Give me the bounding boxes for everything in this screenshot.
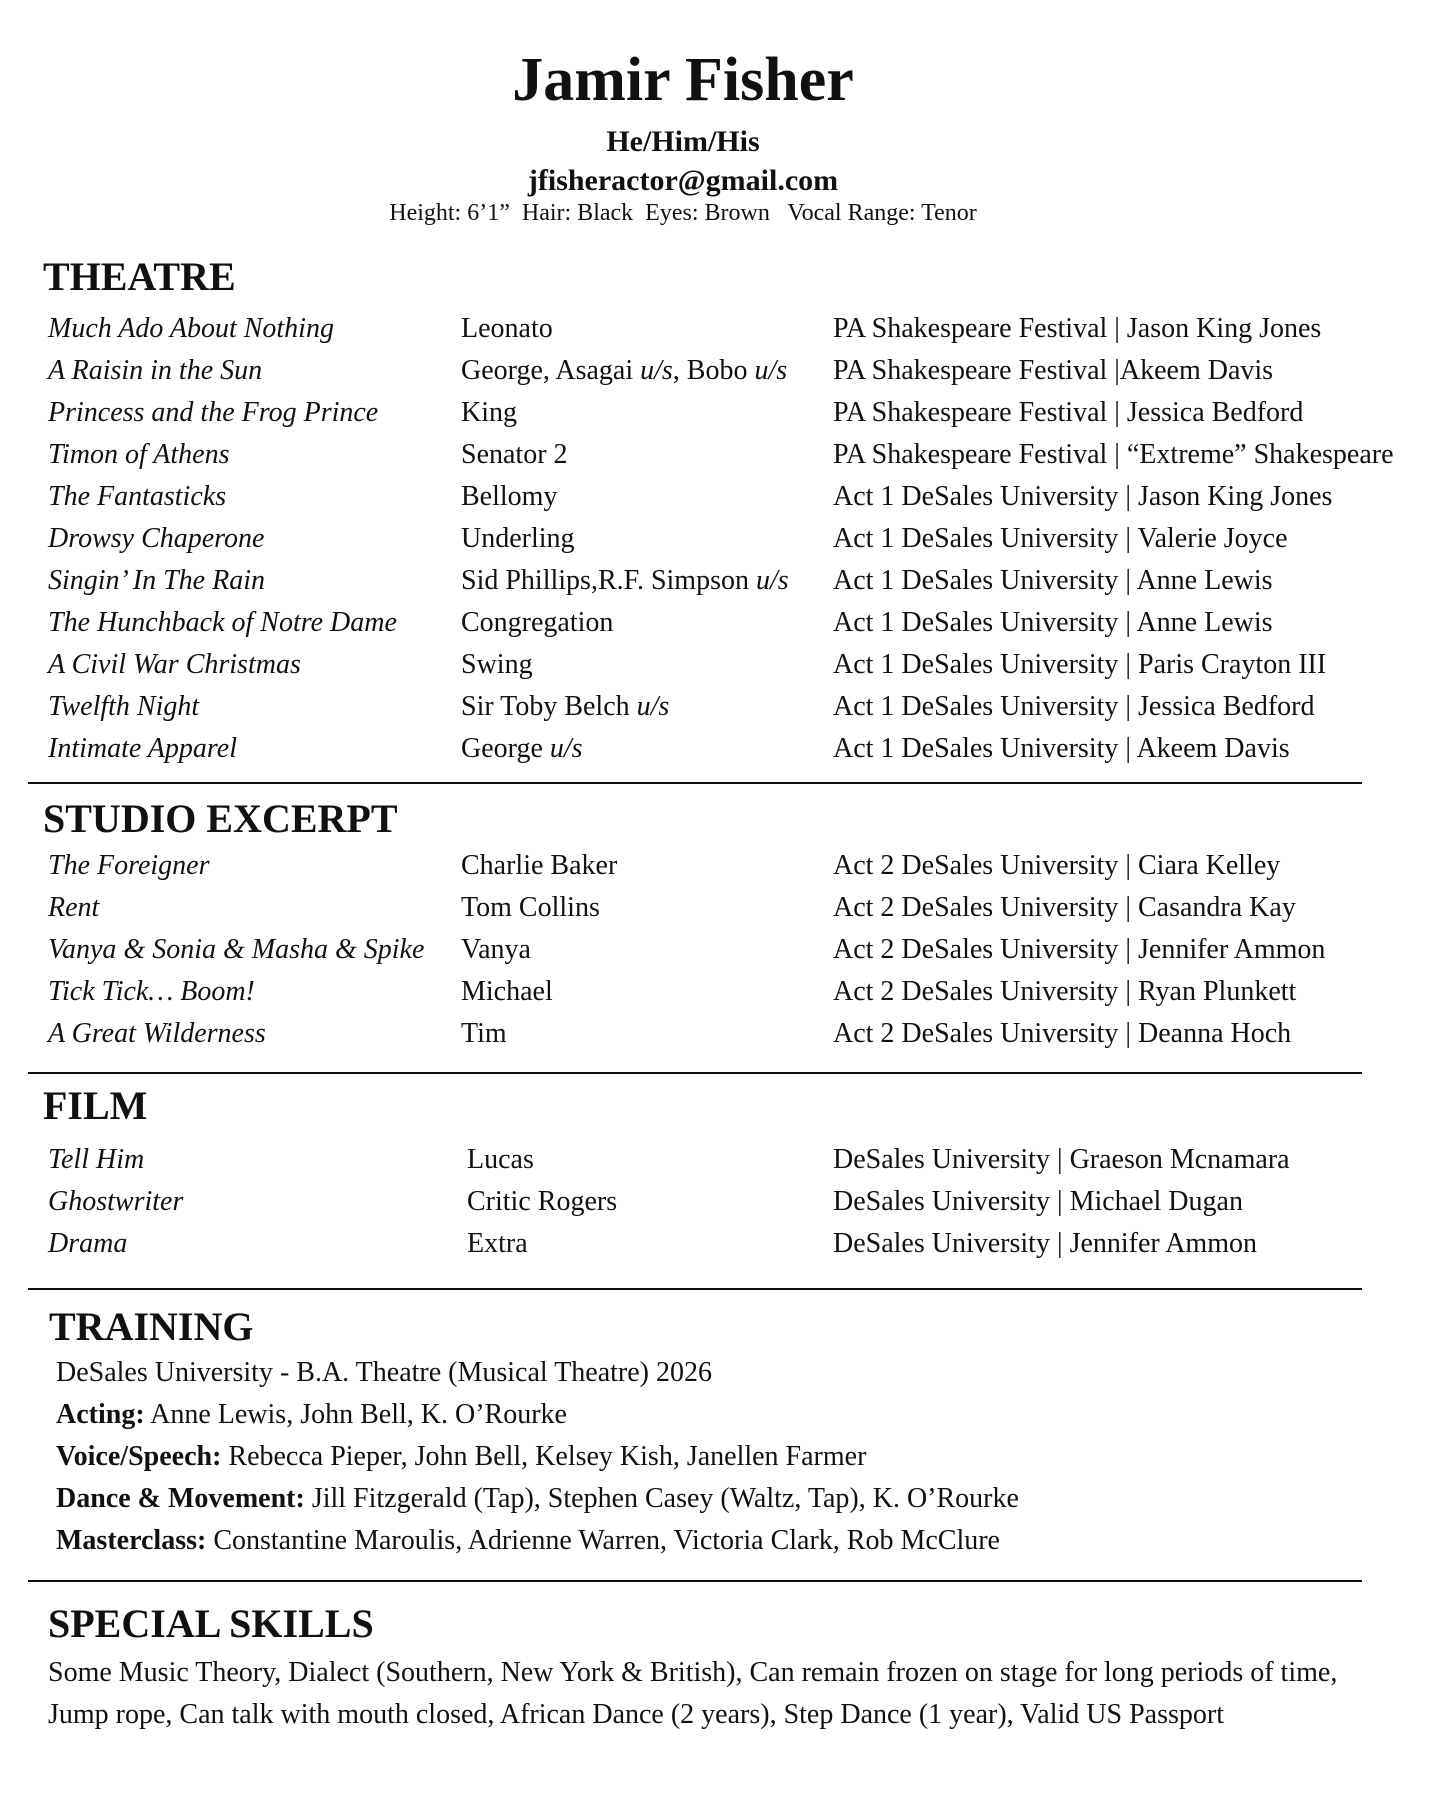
role — [461, 644, 533, 686]
role-name: George — [461, 733, 550, 764]
pronouns: He/Him/His — [606, 125, 760, 158]
company-director: Act 1 DeSales University | Jason King Jones — [833, 481, 1333, 512]
training-item — [56, 1520, 1376, 1562]
role — [461, 518, 575, 560]
role — [461, 560, 789, 602]
show-title: Singin’ In The Rain — [48, 565, 265, 596]
show-title: Princess and the Frog Prince — [48, 397, 379, 428]
credit-row — [0, 602, 1442, 644]
training-label: Acting: — [56, 1399, 145, 1430]
role: Critic Rogers — [467, 1186, 618, 1217]
role-name: Congregation — [461, 607, 614, 638]
role-name: Leonato — [461, 313, 553, 344]
show-title: Tell Him — [48, 1144, 145, 1175]
training-item — [56, 1436, 1376, 1478]
role — [461, 392, 517, 434]
show-title: A Great Wilderness — [48, 1018, 266, 1049]
training-item — [56, 1394, 1376, 1436]
company-director: Act 2 DeSales University | Ryan Plunkett — [833, 976, 1297, 1007]
studio-excerpt-heading: STUDIO EXCERPT — [43, 796, 398, 841]
credit-row — [0, 644, 1442, 686]
training-value: Anne Lewis, John Bell, K. O’Rourke — [144, 1399, 567, 1430]
credit-row — [0, 1013, 1442, 1055]
email-address: jfisheractor@gmail.com — [527, 164, 839, 197]
credit-row — [0, 434, 1442, 476]
understudy-mark: u/s — [754, 355, 788, 386]
training-value: Rebecca Pieper, John Bell, Kelsey Kish, Janellen Farmer — [221, 1441, 867, 1472]
credit-row — [0, 728, 1442, 770]
credit-row — [0, 350, 1442, 392]
role: Tim — [461, 1018, 507, 1049]
credit-row — [0, 887, 1442, 929]
role — [461, 308, 553, 350]
role: Michael — [461, 976, 553, 1007]
company-director: Act 2 DeSales University | Ciara Kelley — [833, 850, 1281, 881]
section-divider — [28, 1580, 1362, 1582]
show-title: The Fantasticks — [48, 481, 227, 512]
section-divider — [28, 782, 1362, 784]
role — [461, 434, 568, 476]
show-title: Rent — [48, 892, 100, 923]
training-degree: DeSales University - B.A. Theatre (Musical Theatre) 2026 — [56, 1357, 713, 1388]
credit-row — [0, 929, 1442, 971]
show-title: Timon of Athens — [48, 439, 230, 470]
company-director: DeSales University | Graeson Mcnamara — [833, 1144, 1290, 1175]
show-title: Twelfth Night — [48, 691, 200, 722]
show-title: A Raisin in the Sun — [48, 355, 263, 386]
training-value: Constantine Maroulis, Adrienne Warren, Victoria Clark, Rob McClure — [206, 1525, 1000, 1556]
company-director: PA Shakespeare Festival | “Extreme” Shakespeare — [833, 439, 1394, 470]
credit-row — [0, 1181, 1442, 1223]
section-divider — [28, 1288, 1362, 1290]
show-title: Much Ado About Nothing — [48, 313, 334, 344]
role-name: King — [461, 397, 517, 428]
company-director: Act 1 DeSales University | Akeem Davis — [833, 733, 1290, 764]
role: Lucas — [467, 1144, 534, 1175]
company-director: Act 1 DeSales University | Jessica Bedford — [833, 691, 1315, 722]
role — [461, 476, 557, 518]
role — [461, 728, 583, 770]
role — [461, 686, 669, 728]
company-director: Act 1 DeSales University | Anne Lewis — [833, 607, 1273, 638]
credit-row — [0, 845, 1442, 887]
role-name: George, Asagai — [461, 355, 641, 386]
theatre-heading: THEATRE — [43, 254, 236, 299]
understudy-mark: u/s — [640, 355, 673, 386]
resume-name: Jamir Fisher — [512, 46, 854, 114]
company-director: Act 1 DeSales University | Anne Lewis — [833, 565, 1273, 596]
film-heading: FILM — [43, 1083, 148, 1128]
show-title: The Foreigner — [48, 850, 210, 881]
show-title: Intimate Apparel — [48, 733, 237, 764]
role-name: Senator 2 — [461, 439, 568, 470]
special-skills-text: Some Music Theory, Dialect (Southern, New York & British), Can remain frozen on stage for long periods of time, Jump rope, Can talk with mouth closed, African Dance (2 years), Step Dance (1 year), Valid US Passport — [48, 1657, 1338, 1730]
role: Vanya — [461, 934, 531, 965]
show-title: Vanya & Sonia & Masha & Spike — [48, 934, 425, 965]
company-director: PA Shakespeare Festival | Jessica Bedford — [833, 397, 1304, 428]
section-divider — [28, 1072, 1362, 1074]
training-heading: TRAINING — [49, 1304, 254, 1349]
training-label: Masterclass: — [56, 1525, 207, 1556]
training-value: Jill Fitzgerald (Tap), Stephen Casey (Waltz, Tap), K. O’Rourke — [304, 1483, 1019, 1514]
role: Charlie Baker — [461, 850, 618, 881]
credit-row — [0, 476, 1442, 518]
training-item — [56, 1478, 1376, 1520]
show-title: Tick Tick… Boom! — [48, 976, 255, 1007]
credit-row — [0, 518, 1442, 560]
company-director: Act 2 DeSales University | Jennifer Ammon — [833, 934, 1326, 965]
role-name: Bellomy — [461, 481, 558, 512]
role — [461, 350, 787, 392]
credit-row — [0, 308, 1442, 350]
role: Tom Collins — [461, 892, 600, 923]
understudy-mark: u/s — [755, 565, 789, 596]
role-name-cont: , Bobo — [672, 355, 755, 386]
show-title: The Hunchback of Notre Dame — [48, 607, 397, 638]
show-title: Drama — [48, 1228, 128, 1259]
role-name: Underling — [461, 523, 575, 554]
studio-credits — [0, 845, 1442, 1055]
company-director: Act 2 DeSales University | Casandra Kay — [833, 892, 1296, 923]
company-director: Act 1 DeSales University | Paris Crayton III — [833, 649, 1327, 680]
company-director: Act 2 DeSales University | Deanna Hoch — [833, 1018, 1292, 1049]
company-director: DeSales University | Michael Dugan — [833, 1186, 1243, 1217]
physical-stats: Height: 6’1” Hair: Black Eyes: Brown Vocal Range: Tenor — [389, 200, 977, 226]
role-name: Sid Phillips,R.F. Simpson — [461, 565, 756, 596]
role-name: Swing — [461, 649, 533, 680]
role-name: Sir Toby Belch — [461, 691, 637, 722]
show-title: Drowsy Chaperone — [48, 523, 265, 554]
show-title: A Civil War Christmas — [48, 649, 301, 680]
credit-row — [0, 392, 1442, 434]
training-list — [56, 1352, 1376, 1562]
training-label: Dance & Movement: — [56, 1483, 305, 1514]
special-skills-heading: SPECIAL SKILLS — [48, 1601, 374, 1646]
theatre-credits — [0, 308, 1442, 770]
understudy-mark: u/s — [636, 691, 670, 722]
company-director: DeSales University | Jennifer Ammon — [833, 1228, 1257, 1259]
credit-row — [0, 686, 1442, 728]
understudy-mark: u/s — [549, 733, 583, 764]
show-title: Ghostwriter — [48, 1186, 184, 1217]
company-director: Act 1 DeSales University | Valerie Joyce — [833, 523, 1288, 554]
credit-row — [0, 971, 1442, 1013]
role — [461, 602, 613, 644]
company-director: PA Shakespeare Festival |Akeem Davis — [833, 355, 1274, 386]
company-director: PA Shakespeare Festival | Jason King Jones — [833, 313, 1322, 344]
credit-row — [0, 1223, 1442, 1265]
training-label: Voice/Speech: — [56, 1441, 222, 1472]
role: Extra — [467, 1228, 528, 1259]
credit-row — [0, 1139, 1442, 1181]
credit-row — [0, 560, 1442, 602]
film-credits — [0, 1139, 1442, 1265]
